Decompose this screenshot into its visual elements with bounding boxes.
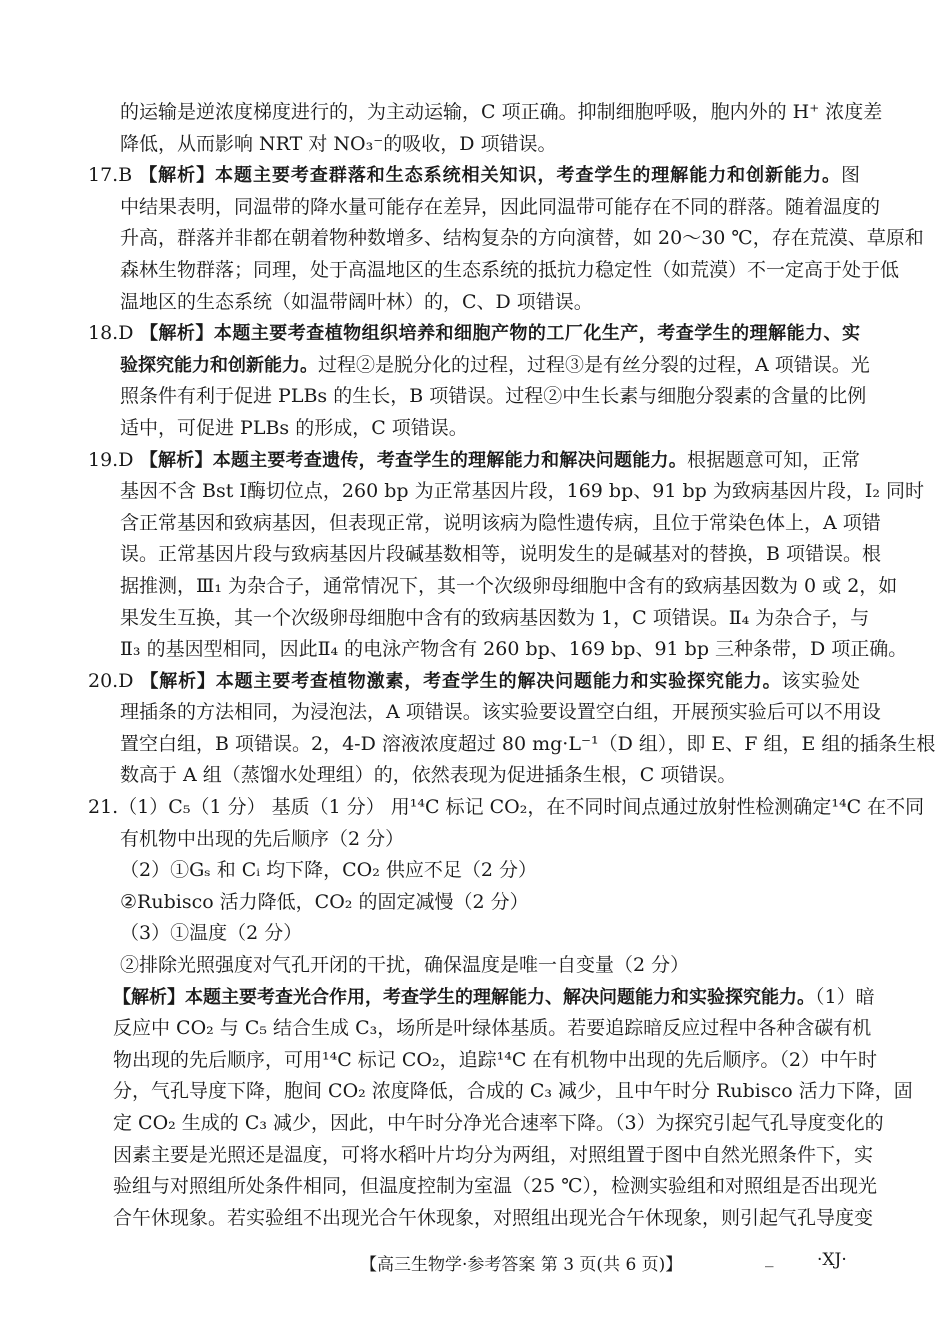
text-segment: （3）①温度（2 分） [120, 922, 303, 945]
text-line [88, 160, 860, 192]
text-line [120, 855, 860, 887]
text-segment: 森林生物群落；同理，处于高温地区的生态系统的抵抗力稳定性（如荒漠）不一定高于处于低 [120, 258, 900, 281]
text-line [120, 887, 860, 919]
text-segment: 合午休现象。若实验组不出现光合午休现象，对照组出现光合午休现象，则引起气孔导度变 [113, 1206, 874, 1229]
text-segment: 该实验处 [781, 669, 860, 692]
analysis-heading: 【解析】本题主要考查遗传，考查学生的理解能力和解决问题能力。 [139, 449, 688, 471]
text-segment: Ⅱ₃ 的基因型相同，因此Ⅱ₄ 的电泳产物含有 260 bp、169 bp、91 bp 三种条带，D 项正确。 [120, 638, 908, 661]
text-segment: 因素主要是光照还是温度，可将水稻叶片均分为两组，对照组置于图中自然光照条件下，实 [113, 1143, 874, 1166]
text-segment: 误。正常基因片段与致病基因片段碱基数相等，说明发生的是碱基对的替换，B 项错误。根 [120, 543, 882, 566]
text-line [120, 918, 860, 950]
text-segment: 图 [840, 164, 860, 187]
text-segment: 含正常基因和致病基因，但表现正常，说明该病为隐性遗传病，且位于常染色体上，A 项错 [120, 511, 881, 534]
text-line [120, 350, 870, 382]
text-line [120, 634, 908, 666]
text-line [113, 1013, 872, 1045]
text-segment: 降低，从而影响 NRT 对 NO₃⁻的吸收，D 项错误。 [120, 132, 557, 155]
text-line [120, 223, 924, 255]
text-segment: 据推测，Ⅲ₁ 为杂合子，通常情况下，其一个次级卵母细胞中含有的致病基因数为 0 或 2，如 [120, 574, 898, 597]
analysis-heading: 【解析】本题主要考查群落和生态系统相关知识，考查学生的理解能力和创新能力。 [139, 165, 841, 187]
text-line [88, 792, 925, 824]
text-line [120, 381, 867, 413]
text-segment: 基因不含 Bst Ⅰ酶切位点，260 bp 为正常基因片段，169 bp、91 bp 为致病基因片段，Ⅰ₂ 同时 [120, 480, 924, 503]
text-line [120, 760, 860, 792]
text-segment: 反应中 CO₂ 与 C₅ 结合生成 C₃，场所是叶绿体基质。若要追踪暗反应过程中各种含碳有机 [113, 1017, 872, 1040]
text-segment: 21.（1）C₅（1 分） 基质（1 分） 用¹⁴C 标记 CO₂，在不同时间点通过放射性检测确定¹⁴C 在不同 [88, 796, 925, 819]
footer-mark: _ [765, 1248, 774, 1268]
text-line [120, 287, 860, 319]
text-segment: 温地区的生态系统（如温带阔叶林）的，C、D 项错误。 [120, 290, 593, 313]
text-segment: 照条件有利于促进 PLBs 的生长，B 项错误。过程②中生长素与细胞分裂素的含量的比例 [120, 385, 867, 408]
text-segment: 17.B [88, 164, 140, 187]
answer-item [88, 982, 913, 1235]
text-line [120, 129, 860, 161]
text-segment: 适中，可促进 PLBs 的形成，C 项错误。 [120, 416, 468, 439]
text-segment: （2）①Gₛ 和 Cᵢ 均下降，CO₂ 供应不足（2 分） [120, 859, 538, 882]
text-line [120, 97, 883, 129]
text-segment: 验组与对照组所处条件相同，但温度控制为室温（25 ℃），检测实验组和对照组是否出现光 [113, 1175, 877, 1198]
text-line [120, 192, 881, 224]
answer-item [88, 445, 924, 666]
text-segment: （1）暗 [815, 985, 875, 1008]
text-segment: 置空白组，B 项错误。2，4-D 溶液浓度超过 80 mg·L⁻¹（D 组），即 E、F 组，E 组的插条生根 [120, 732, 936, 755]
text-line [120, 729, 936, 761]
text-line [120, 413, 860, 445]
footer-code: ·XJ· [817, 1250, 847, 1270]
analysis-heading: 【解析】本题主要考查光合作用，考查学生的理解能力、解决问题能力和实验探究能力。 [113, 986, 815, 1008]
text-line [113, 1076, 913, 1108]
answer-item [88, 318, 870, 444]
text-line [120, 603, 870, 635]
text-line [120, 697, 881, 729]
text-line [113, 1203, 874, 1235]
answer-item [88, 792, 925, 982]
analysis-heading: 验探究能力和创新能力。 [120, 354, 318, 376]
text-segment: 中结果表明，同温带的降水量可能存在差异，因此同温带可能存在不同的群落。随着温度的 [120, 195, 881, 218]
footer-title: 【高三生物学·参考答案 第 3 页(共 6 页)】 [360, 1255, 683, 1275]
text-line [88, 318, 860, 350]
analysis-heading: 【解析】本题主要考查植物激素，考查学生的解决问题能力和实验探究能力。 [140, 670, 782, 692]
text-segment: 根据题意可知，正常 [687, 448, 860, 471]
analysis-heading: 【解析】本题主要考查植物组织培养和细胞产物的工厂化生产，考查学生的理解能力、实 [139, 323, 860, 345]
text-line [113, 1108, 884, 1140]
text-line [120, 539, 882, 571]
answer-item [88, 160, 924, 318]
text-line [113, 1140, 874, 1172]
text-line [113, 1171, 877, 1203]
text-segment: ②排除光照强度对气孔开闭的干扰，确保温度是唯一自变量（2 分） [120, 954, 690, 977]
text-segment: 数高于 A 组（蒸馏水处理组）的，依然表现为促进插条生根，C 项错误。 [120, 764, 737, 787]
text-line [113, 1045, 877, 1077]
answer-content [88, 97, 936, 1234]
text-segment: 理插条的方法相同，为浸泡法，A 项错误。该实验要设置空白组，开展预实验后可以不用设 [120, 701, 881, 724]
text-line [120, 571, 898, 603]
text-line [88, 445, 860, 477]
text-line [120, 255, 900, 287]
text-segment: 升高，群落并非都在朝着物种数增多、结构复杂的方向演替，如 20～30 ℃，存在荒漠、草原和 [120, 227, 924, 250]
text-segment: 20.D [88, 669, 141, 692]
text-segment: 物出现的先后顺序，可用¹⁴C 标记 CO₂，追踪¹⁴C 在有机物中出现的先后顺序。（2）中午时 [113, 1048, 877, 1071]
answer-item [88, 666, 936, 792]
text-line [88, 666, 860, 698]
text-segment: 分，气孔导度下降，胞间 CO₂ 浓度降低，合成的 C₃ 减少，且中午时分 Rubisco 活力下降，固 [113, 1080, 913, 1103]
text-line [120, 476, 924, 508]
text-segment: 的运输是逆浓度梯度进行的，为主动运输，C 项正确。抑制细胞呼吸，胞内外的 H⁺ 浓度差 [120, 101, 883, 123]
text-segment: ②Rubisco 活力降低，CO₂ 的固定减慢（2 分） [120, 890, 529, 913]
text-segment: 果发生互换，其一个次级卵母细胞中含有的致病基因数为 1，C 项错误。Ⅱ₄ 为杂合子，与 [120, 606, 870, 629]
text-segment: 有机物中出现的先后顺序（2 分） [120, 827, 405, 850]
text-segment: 18.D [88, 322, 140, 345]
text-line [120, 508, 881, 540]
text-line [120, 950, 860, 982]
text-segment: 19.D [88, 448, 140, 471]
text-line [113, 982, 875, 1014]
text-segment: 定 CO₂ 生成的 C₃ 减少，因此，中午时分净光合速率下降。（3）为探究引起气孔导度变化的 [113, 1112, 884, 1134]
text-line [120, 824, 860, 856]
text-segment: 过程②是脱分化的过程，过程③是有丝分裂的过程，A 项错误。光 [318, 353, 870, 376]
answer-item [88, 97, 883, 160]
